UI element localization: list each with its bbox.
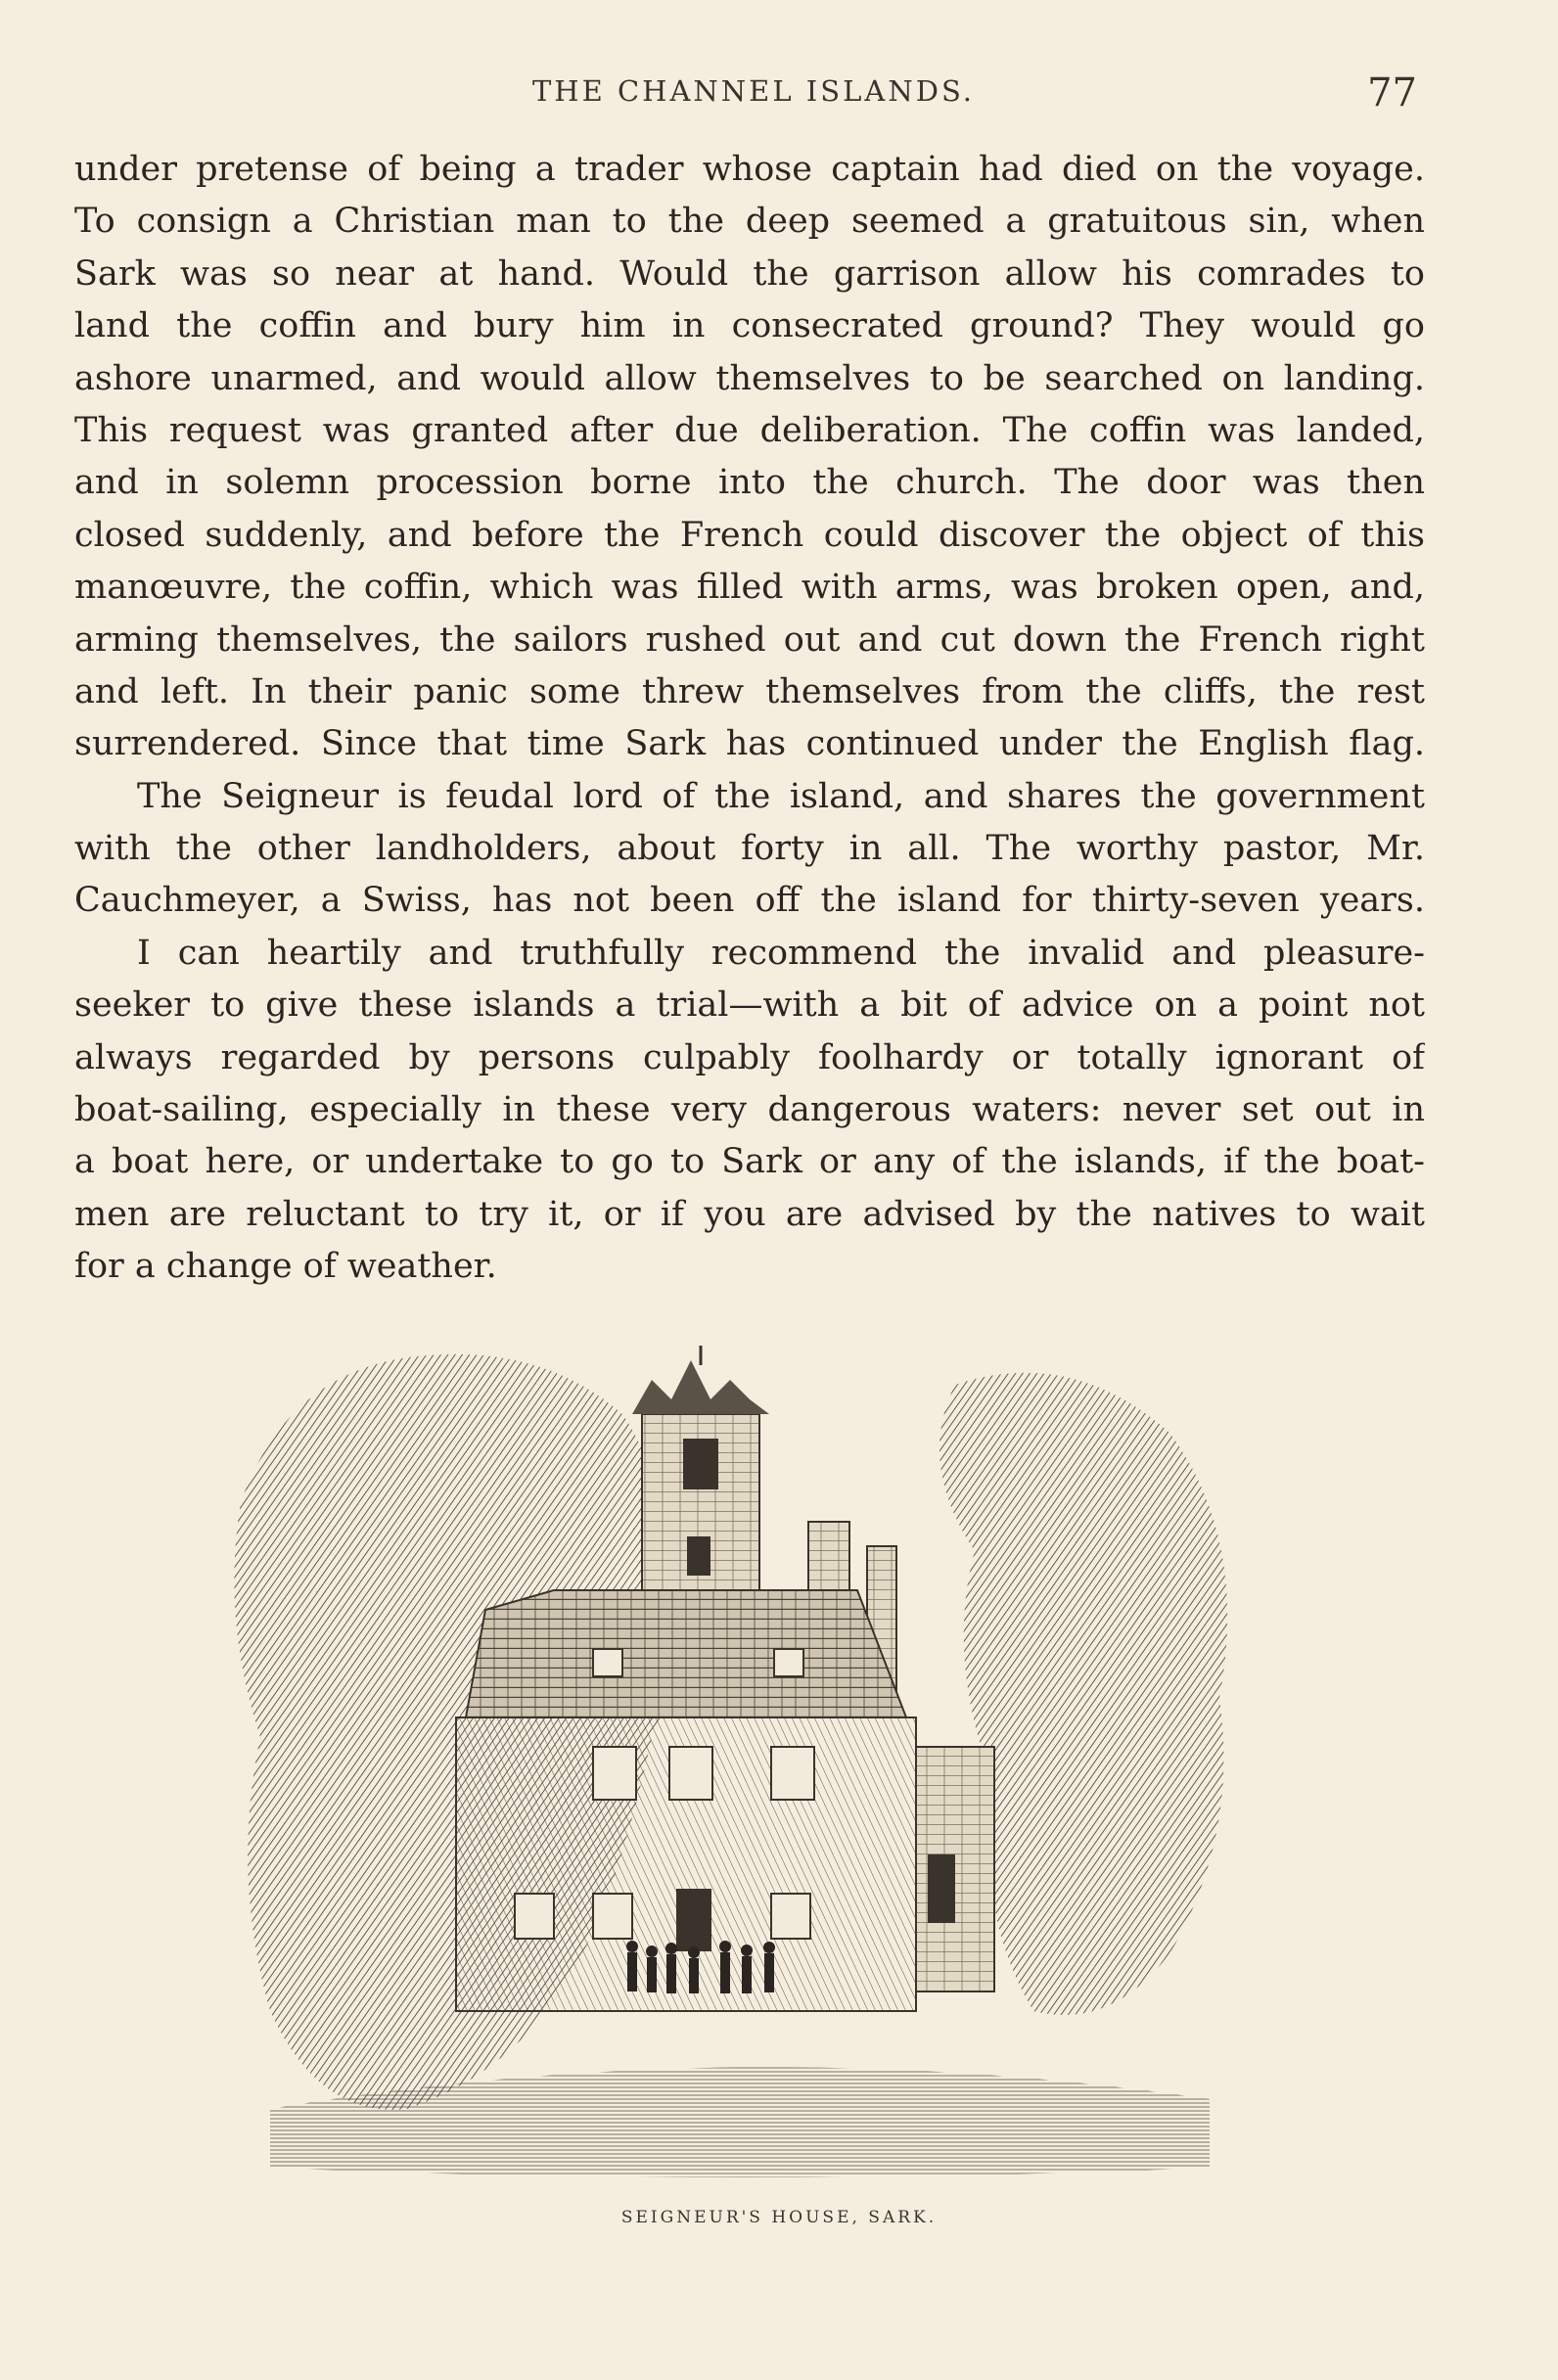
- text-line: with the other landholders, about forty in all. The worthy pastor, Mr.: [74, 829, 1425, 869]
- text-line: always regarded by persons culpably foolhardy or totally ignorant of: [74, 1037, 1425, 1077]
- window: [593, 1894, 632, 1939]
- text-line: ashore unarmed, and would allow themselves to be searched on landing.: [74, 358, 1425, 398]
- dormer-window: [774, 1649, 803, 1676]
- running-head: [0, 70, 1558, 115]
- text-line: under pretense of being a trader whose captain had died on the voyage.: [74, 150, 1425, 189]
- text-line: I can heartily and truthfully recommend the invalid and pleasure-: [137, 933, 1425, 973]
- window: [771, 1747, 814, 1800]
- tower-crown: [632, 1360, 769, 1414]
- text-line: The Seigneur is feudal lord of the island, and shares the government: [137, 776, 1425, 816]
- window: [771, 1894, 810, 1939]
- text-line: closed suddenly, and before the French could discover the object of this: [74, 515, 1425, 555]
- window: [669, 1747, 712, 1800]
- tower-window: [687, 1536, 710, 1576]
- chimney: [808, 1522, 849, 1590]
- text-line: manœuvre, the coffin, which was filled with arms, was broken open, and,: [74, 568, 1425, 608]
- text-line: land the coffin and bury him in consecrated ground? They would go: [74, 306, 1425, 346]
- text-line: Cauchmeyer, a Swiss, has not been off the island for thirty-seven years.: [74, 881, 1425, 921]
- window: [515, 1894, 554, 1939]
- running-title: THE CHANNEL ISLANDS.: [531, 74, 976, 108]
- tower-window: [683, 1439, 718, 1489]
- text-line: for a change of weather.: [74, 1247, 497, 1287]
- text-line: This request was granted after due deliberation. The coffin was landed,: [74, 410, 1425, 450]
- figure-caption: SEIGNEUR'S HOUSE, SARK.: [620, 2208, 938, 2227]
- text-line: seeker to give these islands a trial—with a bit of advice on a point not: [74, 985, 1425, 1026]
- roof: [466, 1590, 906, 1717]
- text-line: boat-sailing, especially in these very dangerous waters: never set out in: [74, 1090, 1425, 1130]
- text-line: and left. In their panic some threw themselves from the cliffs, the rest: [74, 671, 1425, 711]
- doorway: [676, 1889, 711, 1951]
- text-line: surrendered. Since that time Sark has continued under the English flag.: [74, 724, 1425, 764]
- side-door: [928, 1854, 955, 1923]
- dormer-window: [593, 1649, 622, 1676]
- text-line: a boat here, or undertake to go to Sark or any of the islands, if the boat-: [74, 1142, 1425, 1182]
- engraving-illustration: [231, 1326, 1249, 2187]
- body-text: [74, 144, 1425, 1294]
- text-line: arming themselves, the sailors rushed out and cut down the French right: [74, 619, 1425, 660]
- text-line: men are reluctant to try it, or if you are advised by the natives to wait: [74, 1194, 1425, 1234]
- text-line: and in solemn procession borne into the church. The door was then: [74, 463, 1425, 503]
- page-number: 77: [1367, 70, 1417, 115]
- window: [593, 1747, 636, 1800]
- text-line: To consign a Christian man to the deep seemed a gratuitous sin, when: [74, 202, 1425, 242]
- text-line: Sark was so near at hand. Would the garrison allow his comrades to: [74, 253, 1425, 294]
